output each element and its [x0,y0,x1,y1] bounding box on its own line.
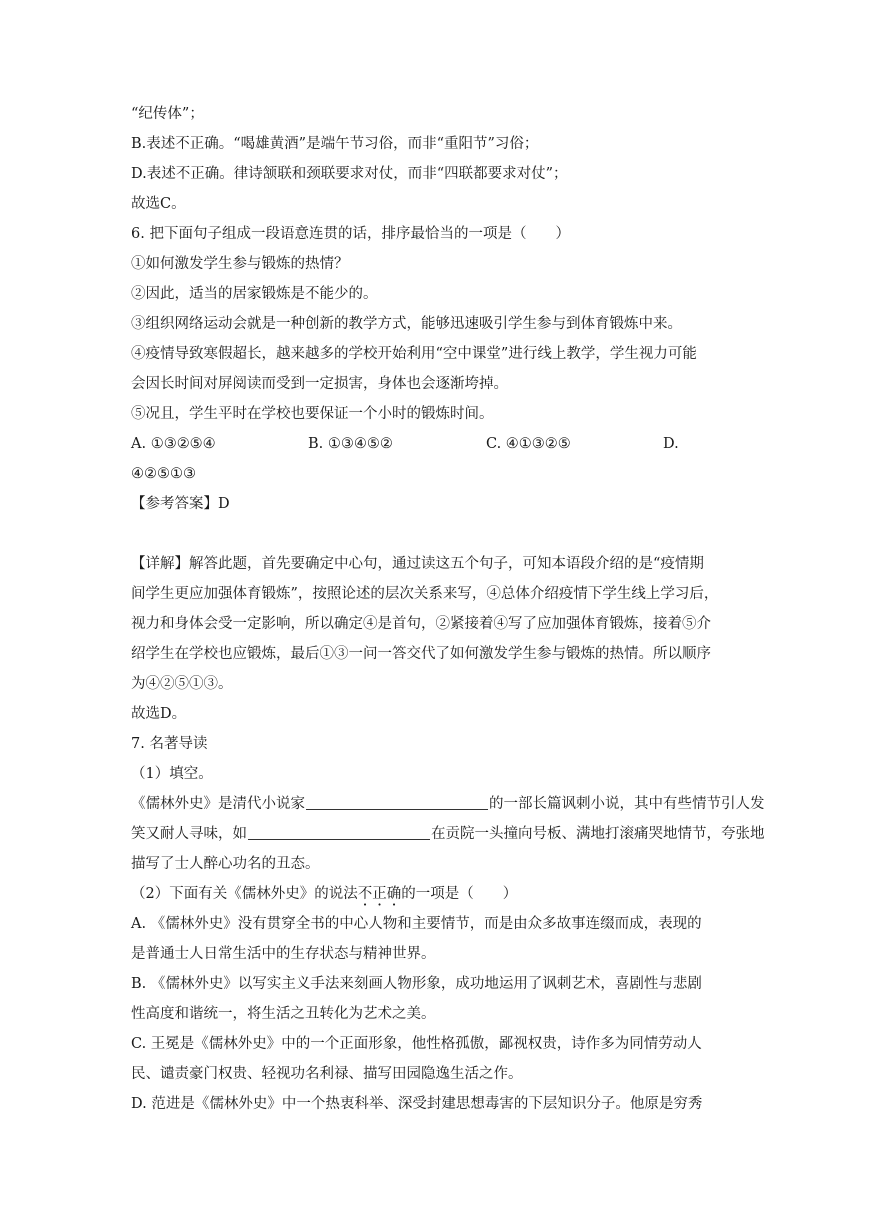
q7-fill-line-3: 描写了士人醉心功名的丑态。 [131,856,320,872]
q7-option-c-cont: 民、谴责豪门权贵、轻视功名利禄、描写田园隐逸生活之作。 [131,1066,523,1082]
q7-option-b: B. 《儒林外史》以写实主义手法来刻画人物形象，成功地运用了讽刺艺术，喜剧性与悲剧 [131,976,702,992]
text-line: “纪传体”； [131,106,204,122]
fill-blank-author[interactable] [306,795,488,810]
q7-subquestion-2 [131,884,517,904]
fill-blank-character[interactable] [248,825,430,840]
fill-text: 《儒林外史》是清代小说家 [131,796,305,812]
q7-option-d: D. 范进是《儒林外史》中一个热衷科举、深受封建思想毒害的下层知识分子。他原是穷秀 [131,1096,703,1112]
sentence-2: ②因此，适当的居家锻炼是不能少的。 [131,286,378,302]
q7-option-c: C. 王冕是《儒林外史》中的一个正面形象，他性格孤傲，鄙视权贵，诗作多为同情劳动人 [131,1036,702,1052]
q7-fill-line-2 [131,824,765,844]
sentence-3: ③组织网络运动会就是一种创新的教学方式，能够迅速吸引学生参与到体育锻炼中来。 [131,316,682,332]
emphasis-char: 正 [372,886,387,902]
q7-option-b-cont: 性高度和谐统一，将生活之丑转化为艺术之美。 [131,1006,436,1022]
q7-fill-line-1 [131,794,765,814]
explain-line: 间学生更应加强体育锻炼”，按照论述的层次关系来写，④总体介绍疫情下学生线上学习后， [131,586,719,602]
fill-text: 笑又耐人寻味，如 [131,826,247,842]
sentence-5: ⑤况且，学生平时在学校也要保证一个小时的锻炼时间。 [131,406,494,422]
explain-line: 视力和身体会受一定影响，所以确定④是首句，②紧接着④写了应加强体育锻炼，接着⑤介 [131,616,711,632]
explain-line: 故选D。 [131,706,187,722]
fill-text: 的一部长篇讽刺小说，其中有些情节引人发 [489,796,765,812]
q7-subquestion-1: （1）填空。 [131,766,213,782]
fill-text: 在贡院一头撞向号板、满地打滚痛哭地情节，夸张地 [431,826,765,842]
emphasis-char: 不 [357,886,373,902]
q6-option-b: B. ①③④⑤② [308,436,393,452]
text-line: D.表述不正确。律诗颔联和颈联要求对仗，而非“四联都要求对仗”； [131,166,568,182]
question-text: 的一项是（ ） [401,886,518,902]
explain-line: 绍学生在学校也应锻炼，最后①③一问一答交代了如何激发学生参与锻炼的热情。所以顺序 [131,646,711,662]
q6-option-a: A. ①③②⑤④ [131,436,216,452]
text-line: B.表述不正确。“喝雄黄酒”是端午节习俗，而非“重阳节”习俗； [131,136,539,152]
q6-option-c: C. ④①③②⑤ [486,436,571,452]
explain-line: 为④②⑤①③。 [131,676,233,692]
q7-option-a-cont: 是普通士人日常生活中的生存状态与精神世界。 [131,946,436,962]
text-line: 故选C。 [131,196,186,212]
emphasis-char: 确 [386,886,402,902]
q7-option-a: A. 《儒林外史》没有贯穿全书的中心人物和主要情节，而是由众多故事连缀而成，表现的 [131,916,702,932]
question-6-title: 6. 把下面句子组成一段语意连贯的话，排序最恰当的一项是（ ） [131,226,570,242]
sentence-4-cont: 会因长时间对屏阅读而受到一定损害，身体也会逐渐垮掉。 [131,376,508,392]
sentence-4: ④疫情导致寒假超长，越来越多的学校开始利用“空中课堂”进行线上教学，学生视力可能 [131,346,697,362]
reference-answer: 【参考答案】D [131,496,230,512]
explain-line: 【详解】解答此题，首先要确定中心句，通过读这五个句子，可知本语段介绍的是“疫情期 [131,556,704,572]
question-7-title: 7. 名著导读 [131,736,208,752]
question-text: （2）下面有关《儒林外史》的说法 [131,886,358,902]
sentence-1: ①如何激发学生参与锻炼的热情？ [131,256,349,272]
q6-option-d: D. [663,436,679,452]
q6-option-d-value: ④②⑤①③ [131,466,196,482]
